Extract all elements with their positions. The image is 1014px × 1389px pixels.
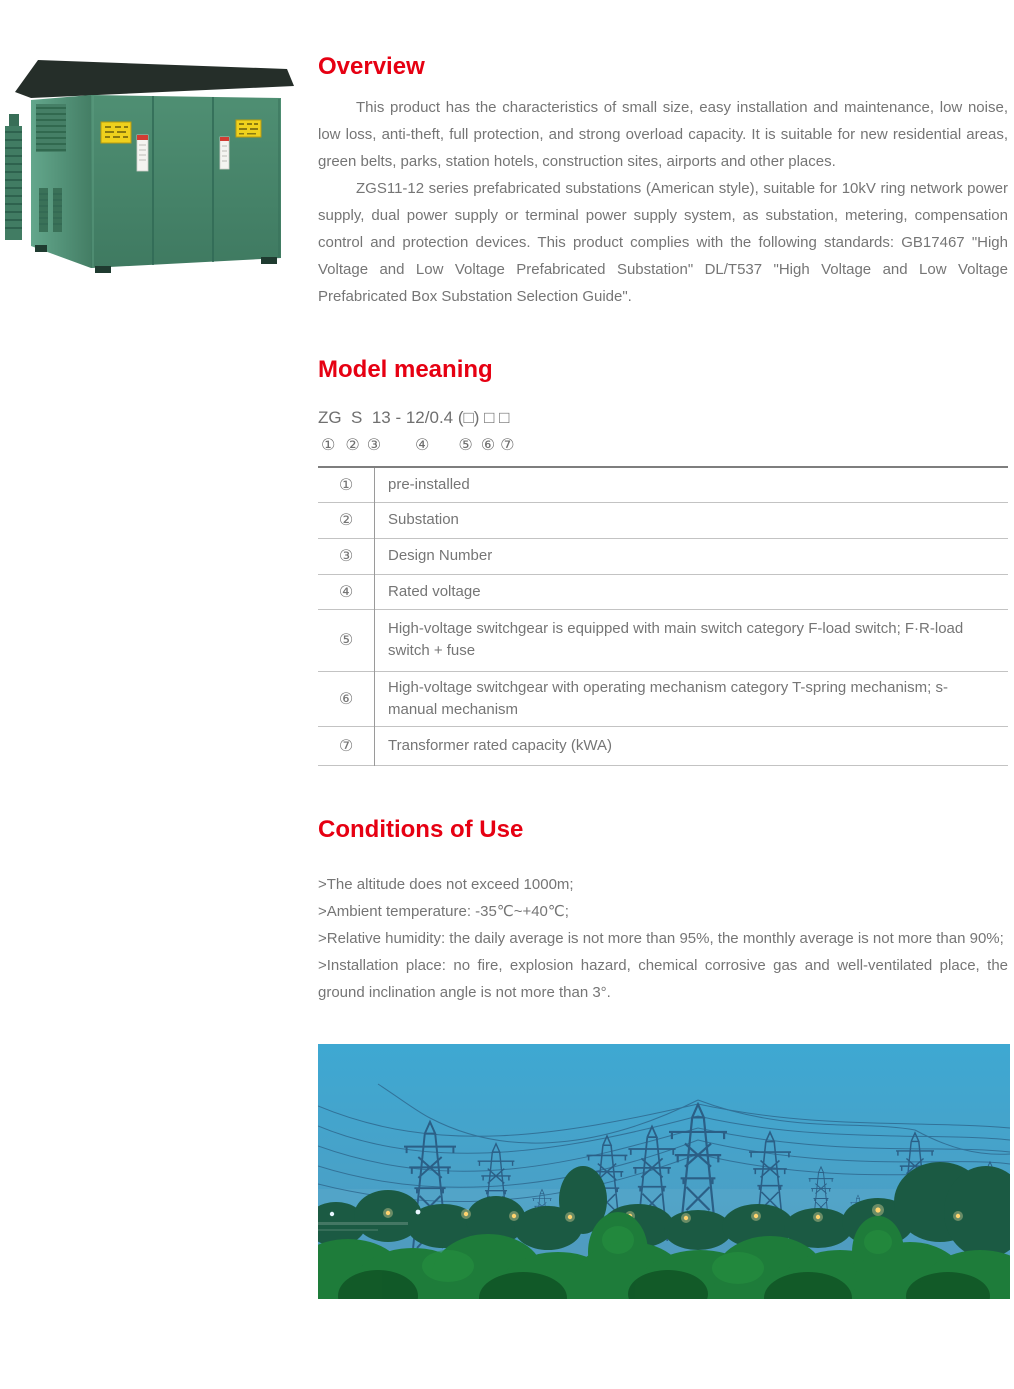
digit-marker-4: ④ bbox=[415, 437, 430, 454]
row-number: ④ bbox=[318, 574, 375, 609]
row-number: ⑦ bbox=[318, 726, 375, 765]
table-row bbox=[318, 467, 1008, 502]
base-foot-right bbox=[261, 257, 277, 264]
row-description: pre-installed bbox=[388, 475, 470, 493]
row-description: High-voltage switchgear with operating mechanism category T-spring mechanism; s-manual mechanism bbox=[388, 678, 948, 718]
transmission-towers-photo bbox=[318, 1044, 1010, 1299]
digit-marker-7: ⑦ bbox=[500, 437, 515, 454]
conditions-list bbox=[318, 871, 1008, 1006]
table-row bbox=[318, 574, 1008, 609]
door-label-strip-right bbox=[220, 137, 229, 169]
overview-paragraph-1: This product has the characteristics of small size, easy installation and maintenance, low noise, low loss, anti-theft, full protection, and strong overload capacity. It is suitable for new residential areas, green belts, parks, station hotels, construction sites, airports and other places. bbox=[318, 99, 1008, 170]
content-column bbox=[318, 53, 1008, 1299]
conditions-heading: Conditions of Use bbox=[318, 815, 524, 843]
table-row bbox=[318, 671, 1008, 726]
row-description: Design Number bbox=[388, 547, 493, 564]
digit-marker-6: ⑥ bbox=[480, 437, 496, 454]
table-row bbox=[318, 538, 1008, 574]
substation-cabinet-illustration bbox=[5, 48, 295, 280]
row-number: ① bbox=[318, 467, 375, 502]
condition-item: >The altitude does not exceed 1000m; bbox=[318, 875, 574, 893]
overview-heading: Overview bbox=[318, 53, 425, 80]
radiator-fins bbox=[5, 114, 22, 240]
digit-marker-5: ⑤ bbox=[458, 437, 473, 454]
digit-marker-1: ① bbox=[321, 437, 336, 454]
condition-item: >Installation place: no fire, explosion hazard, chemical corrosive gas and well-ventilated place, the ground inclination angle is not more than 3°. bbox=[318, 956, 1008, 1001]
row-description: Substation bbox=[388, 511, 459, 528]
warning-label-left bbox=[101, 122, 131, 143]
model-digit-markers bbox=[318, 437, 1008, 455]
digit-marker-3: ③ bbox=[366, 437, 382, 454]
cabinet-roof bbox=[15, 60, 294, 98]
warning-label-right bbox=[236, 120, 261, 137]
row-number: ⑤ bbox=[318, 609, 375, 671]
door-label-strip-left bbox=[137, 135, 148, 171]
model-meaning-table bbox=[318, 466, 1008, 766]
table-row bbox=[318, 502, 1008, 538]
overview-paragraph-2: ZGS11-12 series prefabricated substations (American style), suitable for 10kV ring network power supply, dual power supply or terminal power supply system, as substation, metering, compensation control and protection devices. This product complies with the following standards: GB17467 "High Voltage and Low Voltage Prefabricated Substation" DL/T537 "High Voltage and Low Voltage Prefabricated Box Substation Selection Guide". bbox=[318, 180, 1008, 305]
digit-marker-2: ② bbox=[345, 437, 360, 454]
model-meaning-heading: Model meaning bbox=[318, 356, 493, 383]
row-description: High-voltage switchgear is equipped with main switch category F-load switch; F·R-load switch + fuse bbox=[388, 620, 964, 659]
model-designation: ZG S 13 - 12/0.4 (□) □ □ bbox=[318, 408, 510, 427]
condition-item: >Relative humidity: the daily average is not more than 95%, the monthly average is not more than 90%; bbox=[318, 929, 1004, 947]
substation-cabinet-image bbox=[5, 48, 295, 280]
base-foot-left bbox=[95, 266, 111, 273]
row-number: ③ bbox=[318, 538, 375, 574]
table-row bbox=[318, 609, 1008, 671]
row-description: Rated voltage bbox=[388, 582, 481, 600]
row-number: ② bbox=[318, 502, 375, 538]
row-description: Transformer rated capacity (kWA) bbox=[388, 736, 612, 754]
condition-item: >Ambient temperature: -35℃~+40℃; bbox=[318, 902, 569, 920]
table-row bbox=[318, 726, 1008, 765]
row-number: ⑥ bbox=[318, 671, 375, 726]
